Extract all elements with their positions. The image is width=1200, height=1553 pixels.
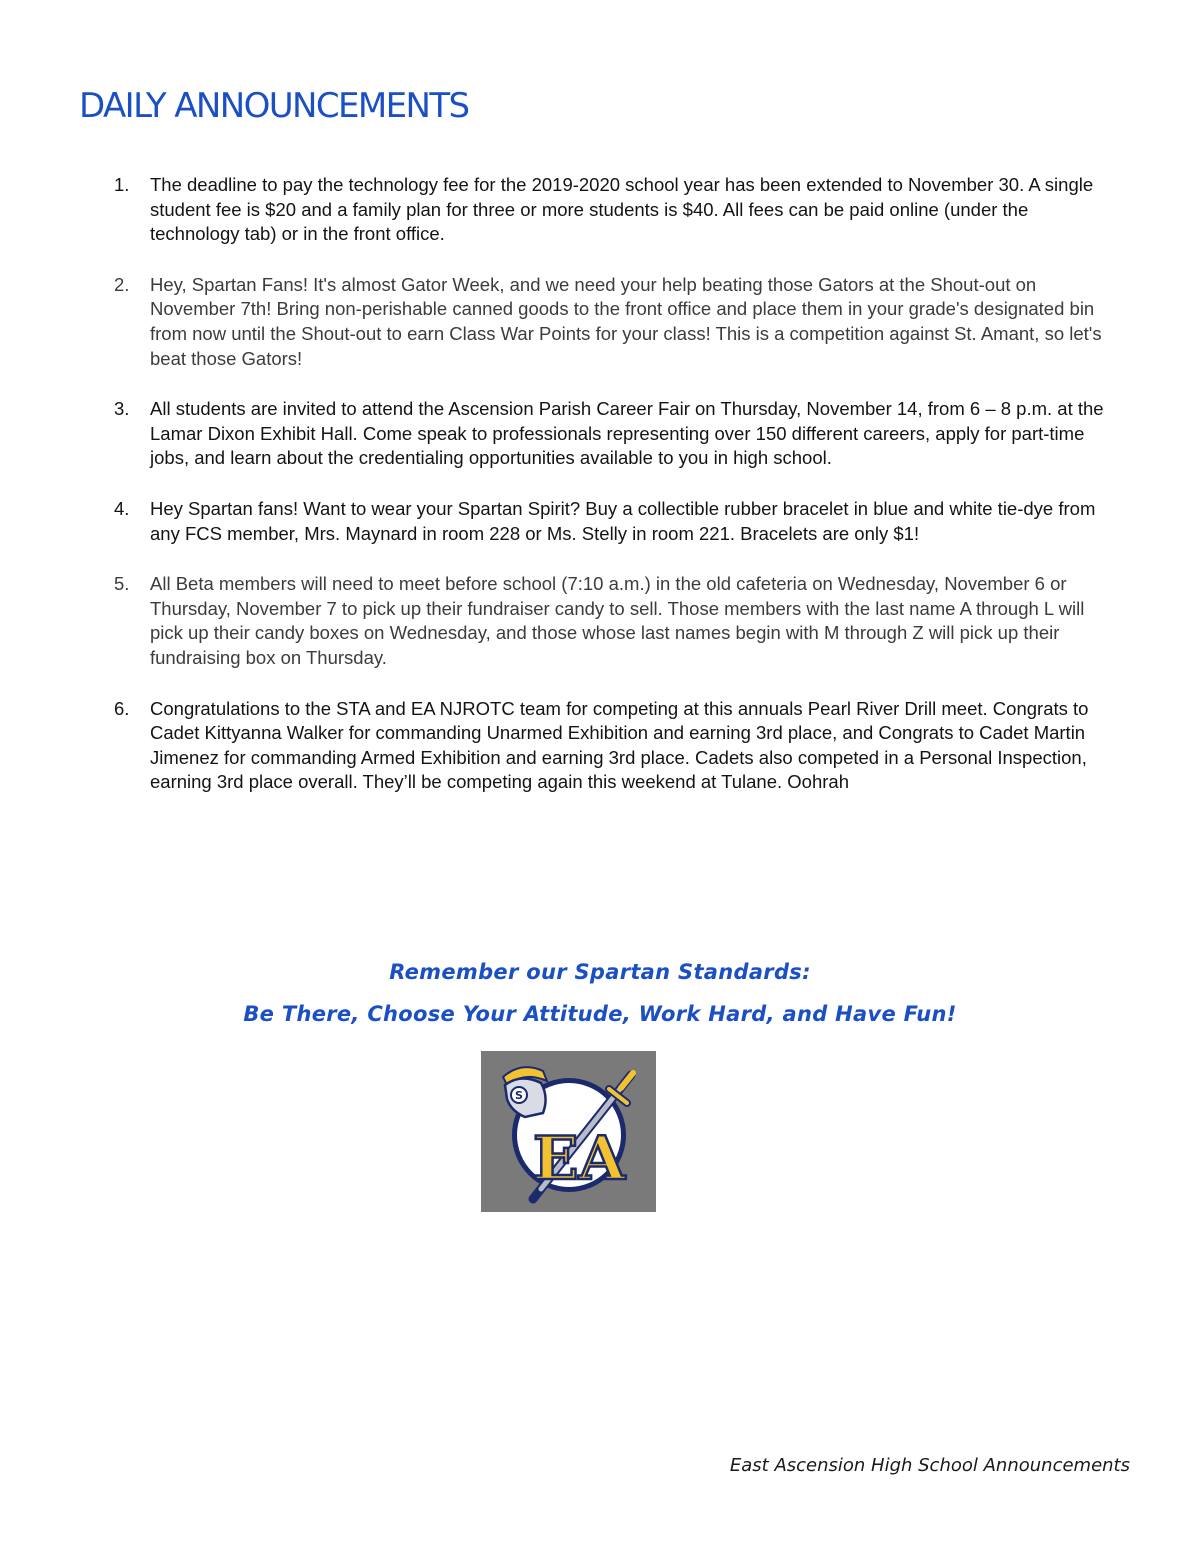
helmet-icon — [503, 1067, 547, 1117]
helmet-letter: S — [515, 1089, 523, 1102]
announcement-number: 4. — [114, 497, 130, 519]
announcement-number: 6. — [114, 697, 130, 719]
announcement-text: Hey Spartan fans! Want to wear your Spartan Spirit? Buy a collectible rubber bracelet in blue and white tie-dye from any FCS member, Mrs. Maynard in room 228 or Ms. Stelly in room 221. Bracelets are only $1! — [150, 497, 1096, 544]
announcement-item — [110, 173, 1120, 247]
announcement-number: 5. — [114, 573, 130, 595]
announcement-item — [110, 497, 1120, 546]
spartan-ea-logo — [481, 1051, 656, 1212]
spartan-logo-icon — [481, 1051, 656, 1212]
announcement-item — [110, 397, 1120, 471]
announcement-item — [110, 697, 1120, 795]
announcement-number: 3. — [114, 398, 130, 420]
announcement-text: All students are invited to attend the Ascension Parish Career Fair on Thursday, November 14, from 6 – 8 p.m. at the Lamar Dixon Exhibit Hall. Come speak to professionals representing over 150 different careers, apply for part-time jobs, and learn about the credentialing opportunities available to you in high school. — [150, 398, 1104, 469]
ea-monogram: EA — [532, 1124, 626, 1194]
announcement-list — [110, 173, 1120, 821]
standards-motto: Be There, Choose Your Attitude, Work Hard, and Have Fun! — [243, 1002, 957, 1026]
announcement-text: Hey, Spartan Fans! It's almost Gator Week, and we need your help beating those Gators at the Shout-out on November 7th! Bring non-perishable canned goods to the front office and place them in your grade's designated bin from now until the Shout-out to earn Class War Points for your class! This is a competition against St. Amant, so let's beat those Gators! — [150, 273, 1102, 369]
announcement-item — [110, 572, 1120, 670]
standards-heading: Remember our Spartan Standards: — [389, 960, 811, 984]
announcement-text: Congratulations to the STA and EA NJROTC team for competing at this annuals Pearl River Drill meet. Congrats to Cadet Kittyanna Walker for commanding Unarmed Exhibition and earning 3rd place, and Congrats to Cadet Martin Jimenez for commanding Armed Exhibition and earning 3rd place. Cadets also competed in a Personal Inspection, earning 3rd place overall. They’ll be competing again this weekend at Tulane. Oohrah — [150, 697, 1089, 793]
announcement-item — [110, 273, 1120, 371]
page-title: DAILY ANNOUNCEMENTS — [79, 86, 469, 126]
announcement-number: 2. — [114, 273, 130, 295]
footer-text: East Ascension High School Announcements — [729, 1455, 1130, 1476]
announcement-text: All Beta members will need to meet before school (7:10 a.m.) in the old cafeteria on Wednesday, November 6 or Thursday, November 7 to pick up their fundraiser candy to sell. Those members with the last name A through L will pick up their candy boxes on Wednesday, and those whose last names begin with M through Z will pick up their fundraising box on Thursday. — [150, 573, 1085, 668]
announcement-number: 1. — [114, 174, 130, 195]
announcement-text: The deadline to pay the technology fee for the 2019-2020 school year has been extended to November 30. A single student fee is $20 and a family plan for three or more students is $40. All fees can be paid online (under the technology tab) or in the front office. — [150, 174, 1094, 245]
